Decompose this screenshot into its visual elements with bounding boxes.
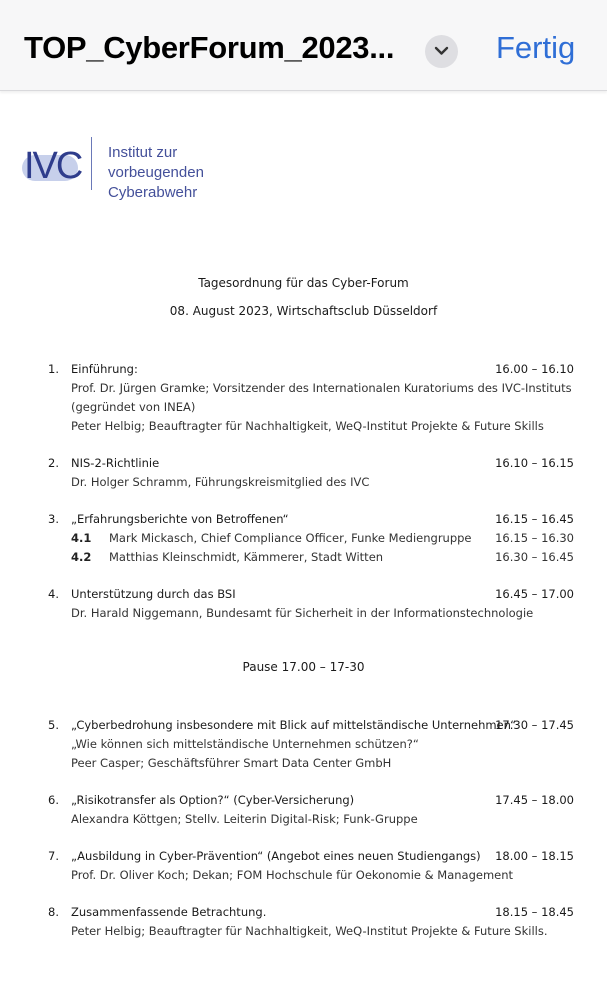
item-time: 16.45 – 17.00 [495, 587, 574, 601]
item-line: Prof. Dr. Jürgen Gramke; Vorsitzender des Internationalen Kuratoriums des IVC-Instituts [71, 381, 572, 395]
done-button[interactable]: Fertig [496, 30, 576, 65]
item-number: 5. [48, 718, 59, 732]
item-time: 17.45 – 18.00 [495, 793, 574, 807]
sub-item-number: 4.2 [71, 550, 92, 564]
item-line: „Wie können sich mittelständische Unternehmen schützen?“ [71, 737, 419, 751]
logo-text [108, 143, 272, 203]
item-number: 6. [48, 793, 59, 807]
sub-item-time: 16.30 – 16.45 [495, 550, 574, 564]
item-line: (gegründet von INEA) [71, 400, 196, 414]
document-title[interactable]: TOP_CyberForum_2023... [24, 30, 395, 65]
sub-item-text: Mark Mickasch, Chief Compliance Officer, Funke Mediengruppe [109, 531, 472, 545]
item-number: 1. [48, 362, 59, 376]
item-title: „Ausbildung in Cyber-Prävention“ (Angebot eines neuen Studiengangs) [71, 849, 481, 863]
agenda-heading: Tagesordnung für das Cyber-Forum [198, 276, 409, 290]
item-line: Dr. Holger Schramm, Führungskreismitglied des IVC [71, 475, 370, 489]
agenda-subheading: 08. August 2023, Wirtschaftsclub Düsseldorf [169, 304, 438, 318]
item-title: Zusammenfassende Betrachtung. [71, 905, 267, 919]
item-time: 18.15 – 18.45 [495, 905, 574, 919]
item-number: 7. [48, 849, 59, 863]
item-time: 17.30 – 17.45 [495, 718, 574, 732]
title-menu-button[interactable] [425, 35, 458, 68]
item-line: Dr. Harald Niggemann, Bundesamt für Sicherheit in der Informationstechnologie [71, 606, 534, 620]
logo-line-2: Cyberabwehr [108, 184, 198, 201]
logo-line-1: Institut zur vorbeugenden [108, 144, 204, 181]
item-title: „Risikotransfer als Option?“ (Cyber-Versicherung) [71, 793, 355, 807]
pause-label: Pause 17.00 – 17-30 [242, 660, 365, 674]
item-number: 4. [48, 587, 59, 601]
logo-mark: IVC [24, 145, 82, 187]
item-title: „Erfahrungsberichte von Betroffenen“ [71, 512, 289, 526]
item-line: Peter Helbig; Beauftragter für Nachhaltigkeit, WeQ-Institut Projekte & Future Skills. [71, 924, 548, 938]
item-title: Einführung: [71, 362, 138, 376]
item-title: Unterstützung durch das BSI [71, 587, 236, 601]
item-line: Peer Casper; Geschäftsführer Smart Data Center GmbH [71, 756, 392, 770]
item-number: 8. [48, 905, 59, 919]
item-line: Alexandra Köttgen; Stellv. Leiterin Digital-Risk; Funk-Gruppe [71, 812, 418, 826]
item-line: Peter Helbig; Beauftragter für Nachhaltigkeit, WeQ-Institut Projekte & Future Skills [71, 419, 544, 433]
item-number: 2. [48, 456, 59, 470]
logo [22, 137, 272, 201]
item-time: 16.15 – 16.45 [495, 512, 574, 526]
item-time: 16.00 – 16.10 [495, 362, 574, 376]
item-time: 18.00 – 18.15 [495, 849, 574, 863]
item-line: Prof. Dr. Oliver Koch; Dekan; FOM Hochschule für Oekonomie & Management [71, 868, 514, 882]
sub-item-text: Matthias Kleinschmidt, Kämmerer, Stadt Witten [109, 550, 384, 564]
chevron-down-icon [434, 46, 449, 56]
document-page [0, 92, 607, 1000]
item-title: „Cyberbedrohung insbesondere mit Blick auf mittelständische Unternehmen“ [71, 718, 517, 732]
item-title: NIS-2-Richtlinie [71, 456, 160, 470]
logo-divider [91, 137, 92, 190]
top-bar [0, 0, 607, 91]
sub-item-time: 16.15 – 16.30 [495, 531, 574, 545]
sub-item-number: 4.1 [71, 531, 92, 545]
item-number: 3. [48, 512, 59, 526]
item-time: 16.10 – 16.15 [495, 456, 574, 470]
